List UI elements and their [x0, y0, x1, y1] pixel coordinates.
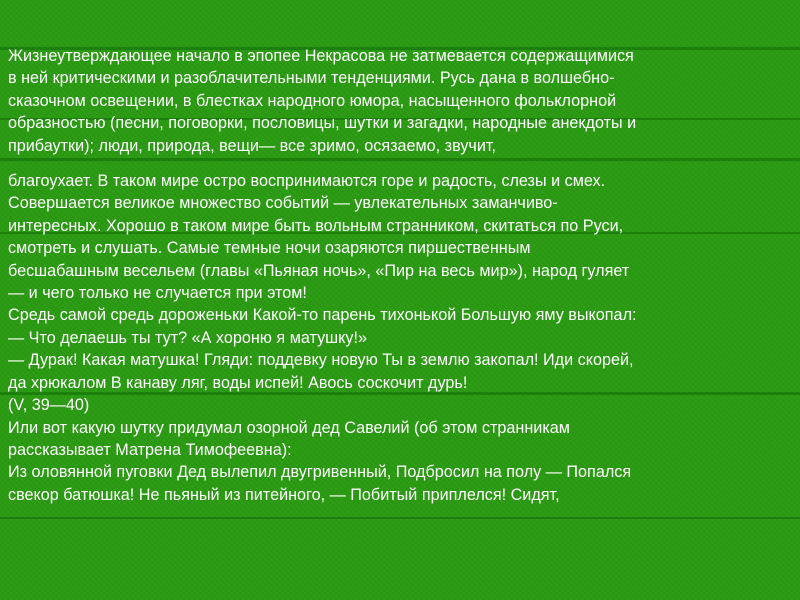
- text-line: прибаутки); люди, природа, вещи— все зримо, осязаемо, звучит,: [8, 136, 497, 155]
- text-line: свекор батюшка! Не пьяный из питейного, — Побитый приплелся! Сидят,: [8, 485, 560, 504]
- paragraph-gap: [8, 157, 792, 170]
- text-line: интересных. Хорошо в таком мире быть вольным странником, скитаться по Руси,: [8, 216, 624, 235]
- text-line: Жизнеутверждающее начало в эпопее Некрасова не затмевается содержащимися: [8, 47, 634, 65]
- stripe-decoration: [0, 517, 800, 519]
- paragraph-1: [8, 45, 792, 157]
- slide-body-text: [8, 45, 792, 506]
- text-line: бесшабашным весельем (главы «Пьяная ночь», «Пир на весь мир»), народ гуляет: [8, 261, 630, 280]
- text-line: сказочном освещении, в блестках народного юмора, насыщенного фольклорной: [8, 91, 617, 110]
- text-line: — Дурак! Какая матушка! Гляди: поддевку новую Ты в землю закопал! Иди скорей,: [8, 351, 634, 370]
- text-line: в ней критическими и разоблачительными тенденциями. Русь дана в волшебно-: [8, 69, 615, 88]
- text-line: Или вот какую шутку придумал озорной дед Савелий (об этом странникам: [8, 418, 570, 437]
- paragraph-2: [8, 170, 792, 506]
- text-line: благоухает. В таком мире остро воспринимаются горе и радость, слезы и смех.: [8, 172, 606, 191]
- text-line: образностью (песни, поговорки, пословицы, шутки и загадки, народные анекдоты и: [8, 114, 637, 133]
- text-line: — и чего только не случается при этом!: [8, 284, 307, 303]
- text-line: Из оловянной пуговки Дед вылепил двугривенный, Подбросил на полу — Попался: [8, 463, 632, 482]
- text-line: да хрюкалом В канаву ляг, воды испей! Авось соскочит дурь!: [8, 373, 468, 392]
- text-line: смотреть и слушать. Самые темные ночи озаряются пиршественным: [8, 239, 531, 258]
- text-line: — Что делаешь ты тут? «А хороню я матушку!»: [8, 328, 368, 347]
- text-line: Совершается великое множество событий — увлекательных заманчиво-: [8, 194, 558, 213]
- text-line: рассказывает Матрена Тимофеевна):: [8, 440, 292, 459]
- text-line: (V, 39—40): [8, 396, 90, 415]
- text-line: Средь самой средь дороженьки Какой-то парень тихонькой Большую яму выкопал:: [8, 306, 637, 325]
